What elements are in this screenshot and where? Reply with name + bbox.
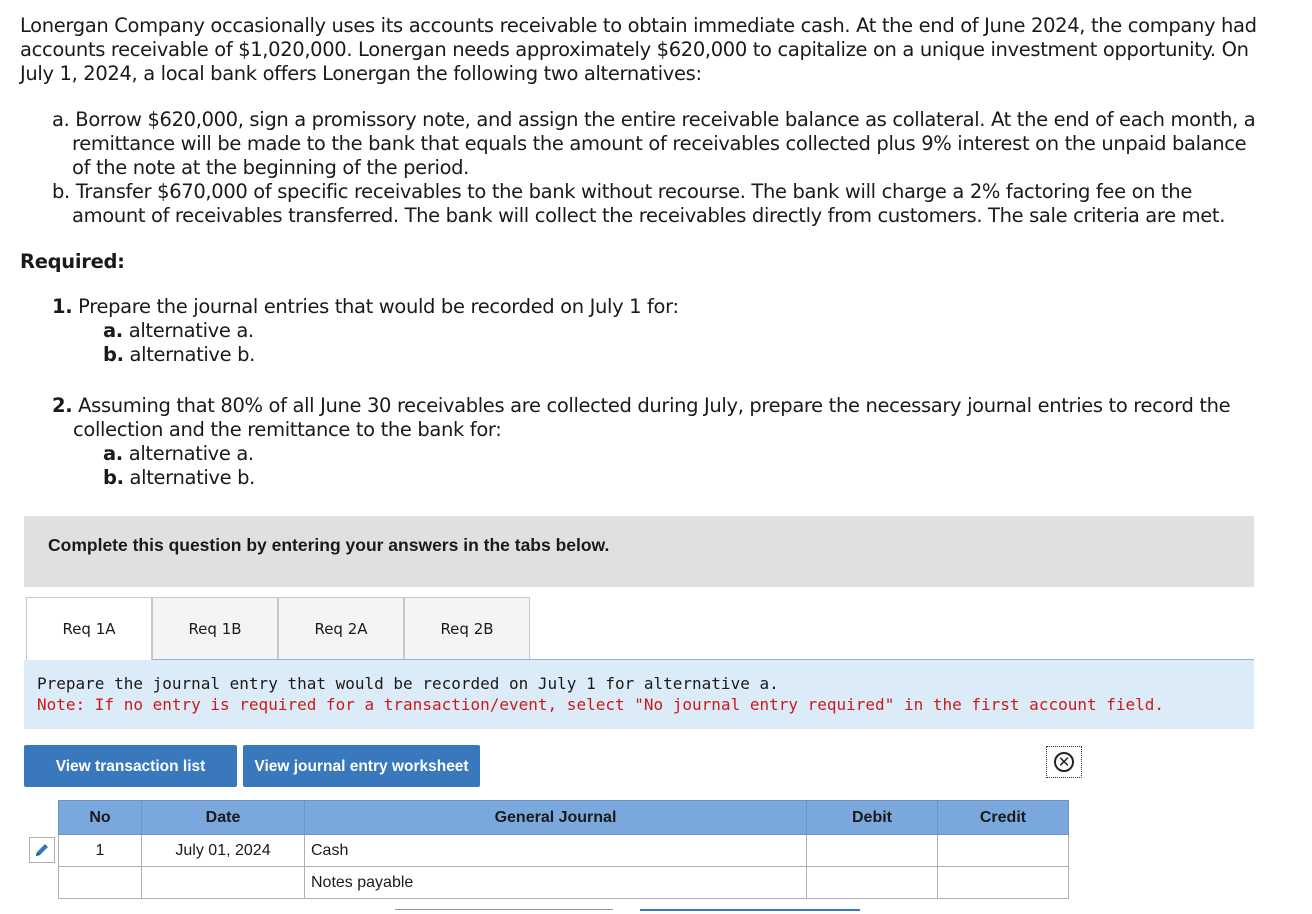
tab-req-1b[interactable]: Req 1B: [152, 597, 278, 661]
close-circle-icon: ✕: [1054, 752, 1074, 772]
row-no: 1: [59, 835, 142, 867]
tab-req-2a[interactable]: Req 2A: [278, 597, 404, 661]
col-credit: Credit: [938, 801, 1069, 835]
journal-header-row: [59, 801, 1069, 835]
instruction-panel: [24, 660, 1254, 729]
row-debit[interactable]: [807, 867, 938, 899]
tab-req-1a[interactable]: Req 1A: [26, 597, 152, 660]
complete-prompt-text: Complete this question by entering your answers in the tabs below.: [48, 535, 610, 555]
sub-letter: a.: [103, 319, 123, 342]
instruction-text: Prepare the journal entry that would be recorded on July 1 for alternative a.: [37, 674, 779, 693]
sub-letter: a.: [103, 442, 123, 465]
requirement-1-number: 1.: [52, 295, 73, 318]
view-transaction-list-button[interactable]: View transaction list: [24, 745, 237, 787]
col-debit: Debit: [807, 801, 938, 835]
requirement-1-text: Prepare the journal entries that would be recorded on July 1 for:: [78, 295, 679, 318]
journal-table: [58, 800, 1069, 899]
col-general-journal: General Journal: [305, 801, 807, 835]
complete-prompt-box: [24, 516, 1254, 587]
row-credit[interactable]: [938, 867, 1069, 899]
close-button[interactable]: [1046, 746, 1082, 778]
requirement-2-sub-b: [103, 466, 255, 490]
requirement-1-sub-b: [103, 343, 255, 367]
row-account[interactable]: Notes payable: [305, 867, 807, 899]
row-account[interactable]: Cash: [305, 835, 807, 867]
sub-letter: b.: [103, 343, 124, 366]
requirement-2-sub-a: [103, 442, 254, 466]
row-credit[interactable]: [938, 835, 1069, 867]
sub-text: alternative a.: [128, 442, 254, 465]
problem-intro: Lonergan Company occasionally uses its accounts receivable to obtain immediate cash. At the end of June 2024, the company had accounts receivable of $1,020,000. Lonergan needs approximately $620,000 to capitalize on a unique investment opportunity. On July 1, 2024, a local bank offers Lonergan the following two alternatives:: [20, 14, 1257, 85]
col-date: Date: [142, 801, 305, 835]
partial-button-outline: [395, 909, 613, 913]
col-no: No: [59, 801, 142, 835]
row-date: [142, 867, 305, 899]
table-row: [59, 867, 1069, 899]
instruction-note: Note: If no entry is required for a transaction/event, select "No journal entry required" in the first account field.: [37, 695, 1165, 714]
requirement-1: [52, 295, 679, 319]
row-debit[interactable]: [807, 835, 938, 867]
table-row: [59, 835, 1069, 867]
alternatives-list: [52, 108, 1267, 228]
sub-text: alternative a.: [128, 319, 254, 342]
requirement-1-sub-a: [103, 319, 254, 343]
alternative-a: a. Borrow $620,000, sign a promissory note, and assign the entire receivable balance as collateral. At the end of each month, a remittance will be made to the bank that equals the amount of receivables collected plus 9% interest on the unpaid balance of the note at the beginning of the period.: [52, 108, 1256, 179]
tab-req-2b[interactable]: Req 2B: [404, 597, 530, 661]
requirement-2-number: 2.: [52, 394, 73, 417]
requirement-2: [52, 394, 1263, 442]
required-heading: Required:: [20, 250, 125, 273]
alternative-b: b. Transfer $670,000 of specific receivables to the bank without recourse. The bank will charge a 2% factoring fee on the amount of receivables transferred. The bank will collect the receivables directly from customers. The sale criteria are met.: [52, 180, 1226, 227]
row-date: July 01, 2024: [142, 835, 305, 867]
requirement-2-text: Assuming that 80% of all June 30 receivables are collected during July, prepare the necessary journal entries to record the collection and the remittance to the bank for:: [73, 394, 1231, 441]
sub-text: alternative b.: [129, 466, 255, 489]
sub-text: alternative b.: [129, 343, 255, 366]
edit-row-button[interactable]: [29, 837, 55, 863]
row-no: [59, 867, 142, 899]
view-journal-worksheet-button[interactable]: View journal entry worksheet: [243, 745, 480, 787]
pencil-icon: [33, 841, 51, 859]
sub-letter: b.: [103, 466, 124, 489]
